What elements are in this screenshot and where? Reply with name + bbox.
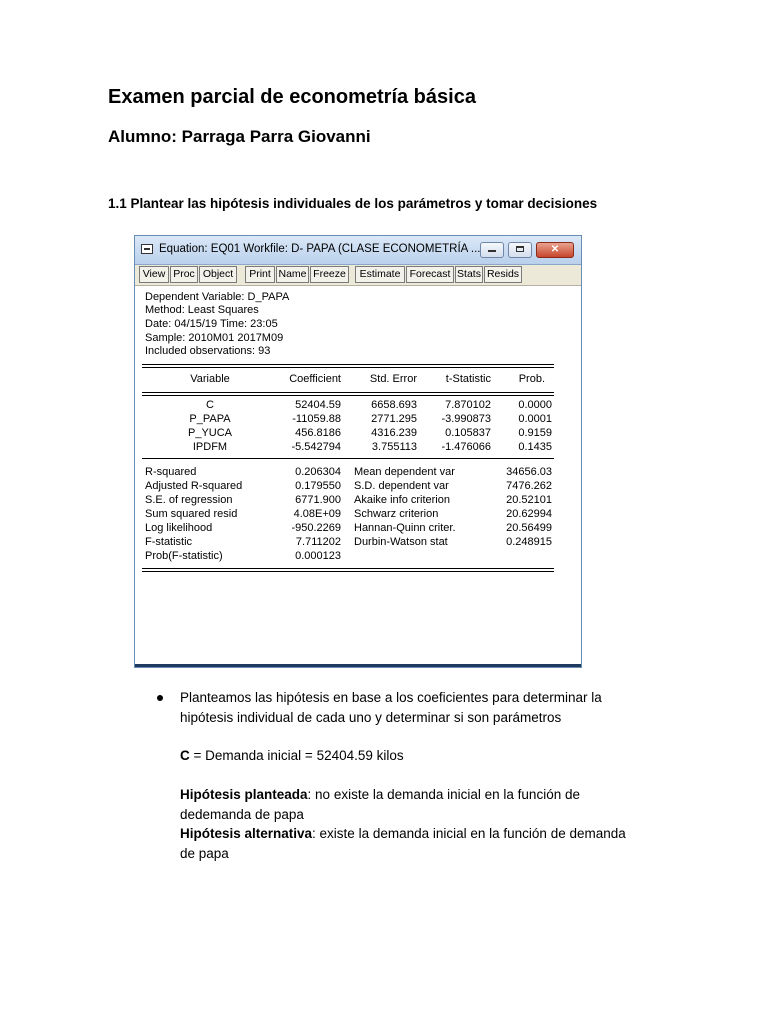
coefficient-value: -11059.88 <box>292 413 341 425</box>
toolbar-view-button[interactable]: View <box>139 266 169 283</box>
column-header-t-statistic: t-Statistic <box>445 373 491 385</box>
std-error-value: 4316.239 <box>371 427 417 439</box>
table-top-rule-2 <box>142 367 554 368</box>
toolbar-resids-button[interactable]: Resids <box>484 266 522 283</box>
toolbar-estimate-button[interactable]: Estimate <box>355 266 405 283</box>
stat-value: 20.56499 <box>506 522 552 534</box>
std-error-value: 3.755113 <box>371 441 417 453</box>
document-title: Examen parcial de econometría básica <box>108 86 476 108</box>
maximize-button[interactable] <box>508 242 532 258</box>
coefficient-value: 52404.59 <box>295 399 341 411</box>
prob-value: 0.0000 <box>518 399 552 411</box>
prob-value: 0.1435 <box>518 441 552 453</box>
stats-rule <box>142 458 554 459</box>
bullet-icon <box>157 695 163 701</box>
close-icon: ✕ <box>550 244 560 255</box>
std-error-value: 2771.295 <box>371 413 417 425</box>
window-bottom-edge <box>135 664 581 667</box>
maximize-icon <box>516 246 524 252</box>
stat-label: R-squared <box>145 466 197 478</box>
table-top-rule <box>142 364 554 365</box>
t-statistic-value: -1.476066 <box>441 441 491 453</box>
equation-toolbar <box>135 265 581 286</box>
prob-value: 0.9159 <box>518 427 552 439</box>
stat-label: Akaike info criterion <box>354 494 450 506</box>
stat-value: 6771.900 <box>295 494 341 506</box>
stat-label: Sum squared resid <box>145 508 238 520</box>
alt-hypothesis-text: : existe la demanda inicial en la función de demanda <box>312 826 626 841</box>
column-header-prob: Prob. <box>518 373 545 385</box>
stat-value: -950.2269 <box>291 522 341 534</box>
stat-value: 20.62994 <box>506 508 552 520</box>
variable-name: P_PAPA <box>189 413 231 425</box>
t-statistic-value: -3.990873 <box>441 413 491 425</box>
table-bottom-rule <box>142 568 554 569</box>
close-button[interactable] <box>536 242 574 258</box>
variable-name: P_YUCA <box>187 427 233 439</box>
header-rule-2 <box>142 395 554 396</box>
window-titlebar[interactable] <box>135 236 581 265</box>
section-heading: 1.1 Plantear las hipótesis individuales de los parámetros y tomar decisiones <box>108 196 598 211</box>
null-hypothesis-line-2: dedemanda de papa <box>180 807 304 822</box>
t-statistic-value: 7.870102 <box>445 399 491 411</box>
stat-value: 0.248915 <box>506 536 552 548</box>
null-hypothesis-text: : no existe la demanda inicial en la función de <box>307 787 580 802</box>
stat-value: 20.52101 <box>506 494 552 506</box>
variable-name: IPDFM <box>192 441 228 453</box>
column-header-variable: Variable <box>190 373 230 385</box>
alt-hypothesis-line-1 <box>180 824 626 844</box>
regression-output <box>135 286 581 666</box>
window-title: Equation: EQ01 Workfile: D- PAPA (CLASE ECONOMETRÍA ... <box>159 243 481 255</box>
stat-label: Hannan-Quinn criter. <box>354 522 456 534</box>
stat-label: Schwarz criterion <box>354 508 439 520</box>
coefficient-value: -5.542794 <box>291 441 341 453</box>
toolbar-print-button[interactable]: Print <box>245 266 275 283</box>
stat-value: 34656.03 <box>506 466 552 478</box>
toolbar-forecast-button[interactable]: Forecast <box>406 266 454 283</box>
stat-label: Mean dependent var <box>354 466 455 478</box>
variable-name: C <box>206 399 214 411</box>
coefficient-value: 456.8186 <box>295 427 341 439</box>
std-error-value: 6658.693 <box>371 399 417 411</box>
bullet-text-line-1: Planteamos las hipótesis en base a los coeficientes para determinar la <box>180 690 602 705</box>
column-header-std-error: Std. Error <box>369 373 417 385</box>
stat-value: 0.206304 <box>295 466 341 478</box>
stat-value: 4.08E+09 <box>293 508 341 520</box>
bullet-text-line-2: hipótesis individual de cada uno y determinar si son parámetros <box>180 710 562 725</box>
table-bottom-rule-2 <box>142 571 554 572</box>
stat-value: 7476.262 <box>506 480 552 492</box>
toolbar-stats-button[interactable]: Stats <box>455 266 483 283</box>
t-statistic-value: 0.105837 <box>445 427 491 439</box>
stat-label: Log likelihood <box>145 522 213 534</box>
null-hypothesis-label: Hipótesis planteada <box>180 787 308 802</box>
prob-value: 0.0001 <box>518 413 552 425</box>
eviews-equation-window[interactable] <box>134 235 582 668</box>
stat-value: 7.711202 <box>295 536 341 548</box>
stat-label: S.E. of regression <box>145 494 233 506</box>
stat-value: 0.000123 <box>295 550 341 562</box>
stat-label: S.D. dependent var <box>354 480 449 492</box>
stat-label: Prob(F-statistic) <box>145 550 223 562</box>
student-name: Alumno: Parraga Parra Giovanni <box>108 127 371 146</box>
header-rule <box>142 392 554 393</box>
sample-line: Sample: 2010M01 2017M09 <box>145 332 284 344</box>
stat-label: F-statistic <box>145 536 193 548</box>
toolbar-name-button[interactable]: Name <box>276 266 309 283</box>
alt-hypothesis-label: Hipótesis alternativa <box>180 826 313 841</box>
null-hypothesis-line-1 <box>180 785 580 805</box>
alt-hypothesis-line-2: de papa <box>180 846 229 861</box>
c-text: = Demanda inicial = 52404.59 kilos <box>189 748 404 763</box>
toolbar-object-button[interactable]: Object <box>199 266 237 283</box>
method-line: Method: Least Squares <box>145 304 259 316</box>
stat-value: 0.179550 <box>295 480 341 492</box>
dependent-variable-line: Dependent Variable: D_PAPA <box>145 291 290 303</box>
toolbar-proc-button[interactable]: Proc <box>170 266 198 283</box>
stat-label: Adjusted R-squared <box>145 480 243 492</box>
c-label: C <box>180 748 190 763</box>
column-header-coefficient: Coefficient <box>289 373 341 385</box>
minimize-button[interactable] <box>480 242 504 258</box>
toolbar-freeze-button[interactable]: Freeze <box>310 266 349 283</box>
observations-line: Included observations: 93 <box>145 345 271 357</box>
date-line: Date: 04/15/19 Time: 23:05 <box>145 318 278 330</box>
stat-label: Durbin-Watson stat <box>354 536 448 548</box>
minimize-icon <box>488 250 496 252</box>
window-app-icon <box>141 244 153 254</box>
c-definition <box>180 746 404 766</box>
